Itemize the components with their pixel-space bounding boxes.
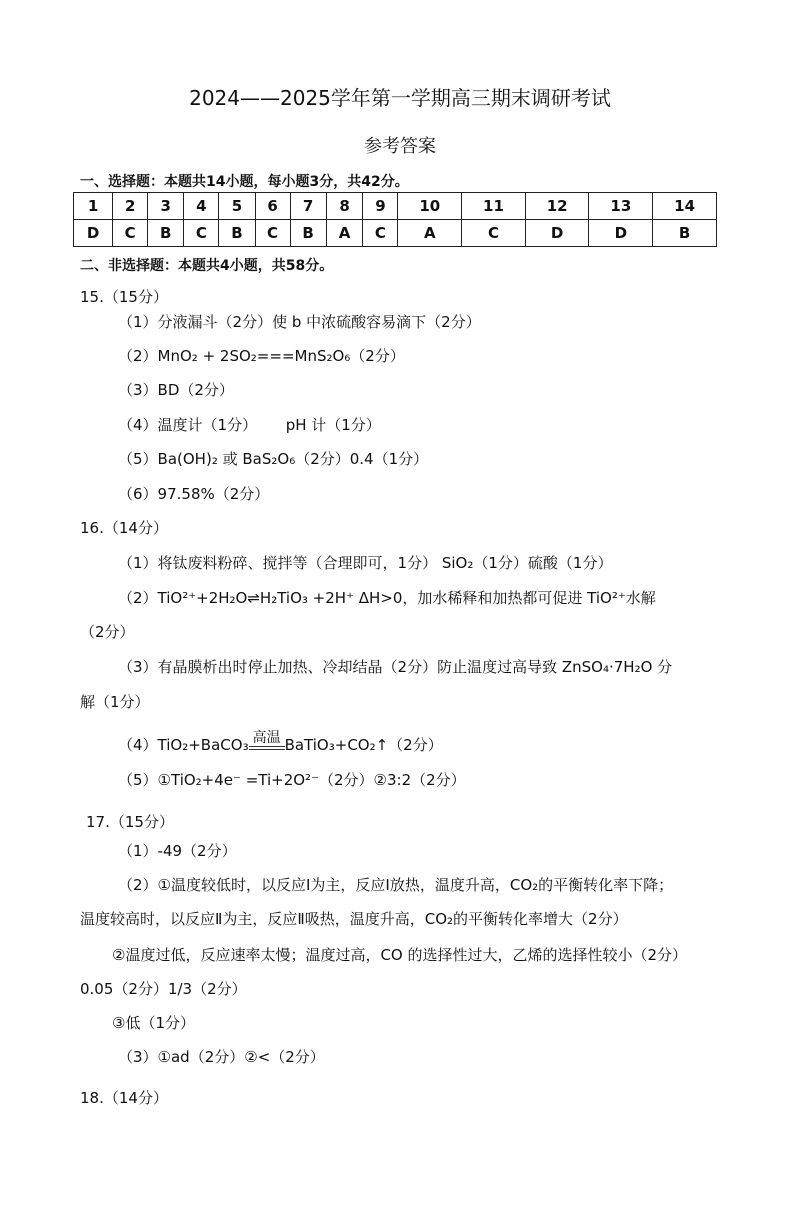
answer-cell: A bbox=[398, 220, 462, 247]
q15-line: （1）分液漏斗（2分）使 b 中浓硫酸容易滴下（2分） bbox=[118, 313, 481, 331]
q17-line: （2）①温度较低时，以反应Ⅰ为主，反应Ⅰ放热，温度升高，CO₂的平衡转化率下降； bbox=[118, 876, 674, 894]
section-2-heading: 二、非选择题：本题共4小题，共58分。 bbox=[80, 258, 334, 274]
question-number-cell: 8 bbox=[326, 193, 363, 220]
answer-cell: A bbox=[326, 220, 363, 247]
q16-line: （2分） bbox=[80, 623, 135, 641]
q15-line: （5）Ba(OH)₂ 或 BaS₂O₆（2分）0.4（1分） bbox=[118, 450, 429, 468]
q18-heading: 18.（14分） bbox=[80, 1089, 168, 1107]
q16-line: （3）有晶膜析出时停止加热、冷却结晶（2分）防止温度过高导致 ZnSO₄·7H₂O 分 bbox=[118, 658, 673, 676]
answer-cell: C bbox=[255, 220, 290, 247]
answer-cell: D bbox=[74, 220, 113, 247]
question-number-cell: 11 bbox=[462, 193, 526, 220]
q17-heading: 17.（15分） bbox=[86, 813, 174, 831]
q15-line: （3）BD（2分） bbox=[118, 381, 234, 399]
answer-cell: B bbox=[653, 220, 717, 247]
q17-line: 0.05（2分）1/3（2分） bbox=[80, 980, 247, 998]
q17-line: ②温度过低，反应速率太慢；温度过高，CO 的选择性过大，乙烯的选择性较小（2分） bbox=[112, 946, 688, 964]
question-number-cell: 2 bbox=[113, 193, 148, 220]
reaction-condition-arrow bbox=[249, 730, 285, 755]
answer-cell: D bbox=[525, 220, 589, 247]
answer-cell: B bbox=[148, 220, 184, 247]
question-number-cell: 14 bbox=[653, 193, 717, 220]
q16-line: （5）①TiO₂+4e⁻ =Ti+2O²⁻（2分）②3:2（2分） bbox=[118, 771, 466, 789]
answer-cell: B bbox=[290, 220, 326, 247]
q17-line: 温度较高时，以反应Ⅱ为主，反应Ⅱ吸热，温度升高，CO₂的平衡转化率增大（2分） bbox=[80, 910, 628, 928]
question-number-cell: 12 bbox=[525, 193, 589, 220]
page-title: 2024——2025学年第一学期高三期末调研考试 bbox=[189, 86, 611, 110]
q16-l4-reactants: （4）TiO₂+BaCO₃ bbox=[118, 736, 249, 754]
q16-l4-products: BaTiO₃+CO₂↑（2分） bbox=[284, 736, 443, 754]
question-number-cell: 13 bbox=[589, 193, 653, 220]
q17-line: （1）-49（2分） bbox=[118, 842, 237, 860]
question-number-cell: 10 bbox=[398, 193, 462, 220]
q17-line: ③低（1分） bbox=[112, 1014, 195, 1032]
answer-row bbox=[74, 220, 717, 247]
question-number-cell: 5 bbox=[219, 193, 255, 220]
answer-cell: C bbox=[184, 220, 219, 247]
question-number-cell: 4 bbox=[184, 193, 219, 220]
question-number-cell: 3 bbox=[148, 193, 184, 220]
q16-line: 解（1分） bbox=[80, 693, 150, 711]
question-number-cell: 6 bbox=[255, 193, 290, 220]
q15-heading: 15.（15分） bbox=[80, 288, 168, 306]
answer-cell: C bbox=[113, 220, 148, 247]
q15-line: （2）MnO₂ + 2SO₂===MnS₂O₆（2分） bbox=[118, 347, 405, 365]
question-number-cell: 9 bbox=[363, 193, 398, 220]
reaction-condition: 高温 bbox=[252, 730, 281, 746]
question-number-cell: 7 bbox=[290, 193, 326, 220]
q17-line: （3）①ad（2分）②<（2分） bbox=[118, 1048, 325, 1066]
page-subtitle: 参考答案 bbox=[364, 136, 436, 157]
answer-cell: D bbox=[589, 220, 653, 247]
q16-line: （1）将钛废料粉碎、搅拌等（合理即可，1分） SiO₂（1分）硫酸（1分） bbox=[118, 554, 613, 572]
q16-line: （2）TiO²⁺+2H₂O⇌H₂TiO₃ +2H⁺ ΔH>0，加水稀释和加热都可促进 TiO²⁺水解 bbox=[118, 589, 656, 607]
q15-line: （4）温度计（1分） pH 计（1分） bbox=[118, 416, 381, 434]
q16-line bbox=[118, 730, 443, 755]
section-1-heading: 一、选择题：本题共14小题，每小题3分，共42分。 bbox=[80, 174, 409, 190]
q16-heading: 16.（14分） bbox=[80, 519, 168, 537]
answer-cell: C bbox=[462, 220, 526, 247]
question-number-row bbox=[74, 193, 717, 220]
question-number-cell: 1 bbox=[74, 193, 113, 220]
answer-cell: B bbox=[219, 220, 255, 247]
answer-cell: C bbox=[363, 220, 398, 247]
q15-line: （6）97.58%（2分） bbox=[118, 485, 270, 503]
answer-table bbox=[73, 192, 717, 247]
